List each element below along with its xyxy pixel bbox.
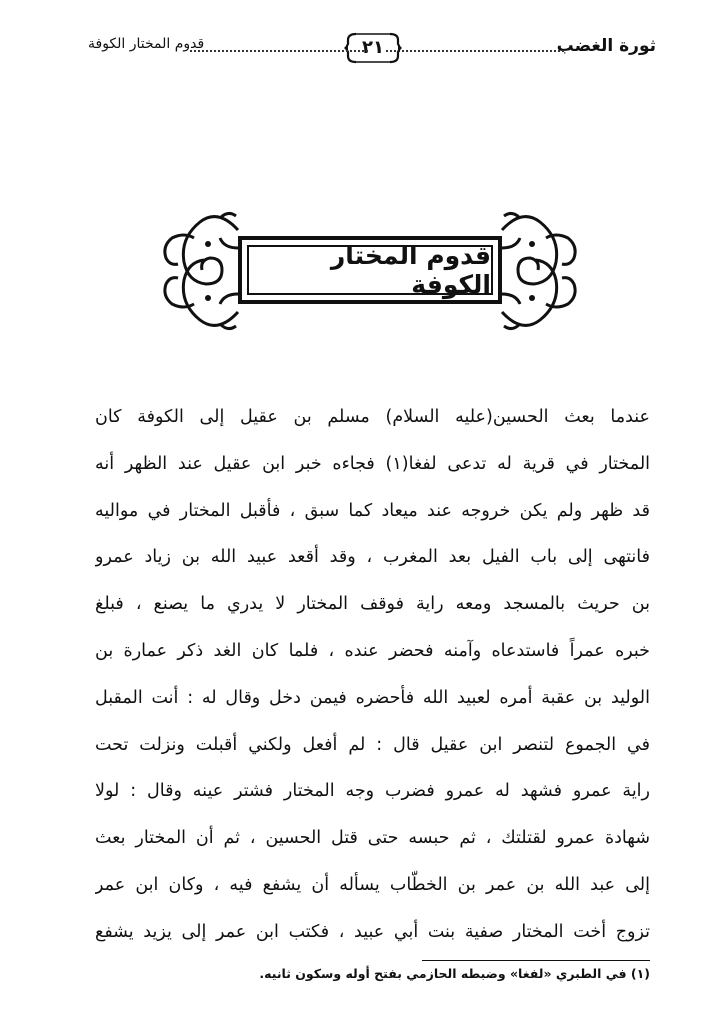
text-line: شهادة عمرو لقتلتك ، ثم حبسه حتى قتل الحسين ، ثم أن المختار بعث bbox=[95, 828, 650, 849]
text-line: قد ظهر ولم يكن خروجه عند ميعاد كما سبق ، فأقبل المختار في مواليه bbox=[95, 500, 650, 521]
page-number-ornament bbox=[344, 28, 402, 68]
text-line: المختار في قرية له تدعى لفغا(١) فجاءه خبر ابن عقيل عند الظهر أنه bbox=[95, 453, 650, 474]
chapter-title-box bbox=[238, 236, 502, 304]
text-line: إلى عبد الله بن عمر بن الخطّاب يسأله أن يشفع فيه ، وكان ابن عمر bbox=[95, 874, 650, 895]
running-chapter-title: قدوم المختار الكوفة bbox=[88, 36, 205, 52]
text-line: الوليد بن عقبة أمره لعبيد الله فأحضره فيمن دخل وقال له : أنت المقبل bbox=[95, 687, 650, 708]
text-line: راية عمرو فشهد له عمرو فضرب وجه المختار فشتر عينه وقال : لولا bbox=[95, 781, 650, 802]
text-line: في الجموع لتنصر ابن عقيل قال : لم أفعل ولكني أقبلت ونزلت تحت bbox=[95, 734, 650, 755]
text-line: عندما بعث الحسين(عليه السلام) مسلم بن عقيل إلى الكوفة كان bbox=[95, 407, 650, 427]
footnote-divider bbox=[422, 960, 650, 961]
body-text bbox=[95, 394, 650, 956]
text-line: فانتهى إلى باب الفيل بعد المغرب ، وقد أقعد عبيد الله بن زياد عمرو bbox=[95, 547, 650, 568]
running-header bbox=[88, 28, 656, 72]
chapter-heading: قدوم المختار الكوفة bbox=[330, 241, 491, 299]
book-title: ثورة الغضب bbox=[556, 36, 656, 56]
chapter-title-frame bbox=[158, 208, 582, 334]
header-dotted-leader-right bbox=[386, 50, 564, 52]
text-line: تزوج أخت المختار صفية بنت أبي عبيد ، فكتب ابن عمر إلى يزيد يشفع bbox=[95, 921, 650, 942]
text-line: بن حريث بالمسجد ومعه راية فوقف المختار لا يدري ما يصنع ، فبلغ bbox=[95, 594, 650, 615]
page-number: ٢١ bbox=[362, 37, 384, 58]
header-dotted-leader-left bbox=[190, 50, 368, 52]
text-line: خبره عمراً فاستدعاه وآمنه فحضر عنده ، فلما كان الغد ذكر عمارة بن bbox=[95, 640, 650, 661]
footnote: (١) في الطبري «لفغا» وضبطه الحازمي بفتح أوله وسكون ثانيه. bbox=[259, 966, 650, 981]
